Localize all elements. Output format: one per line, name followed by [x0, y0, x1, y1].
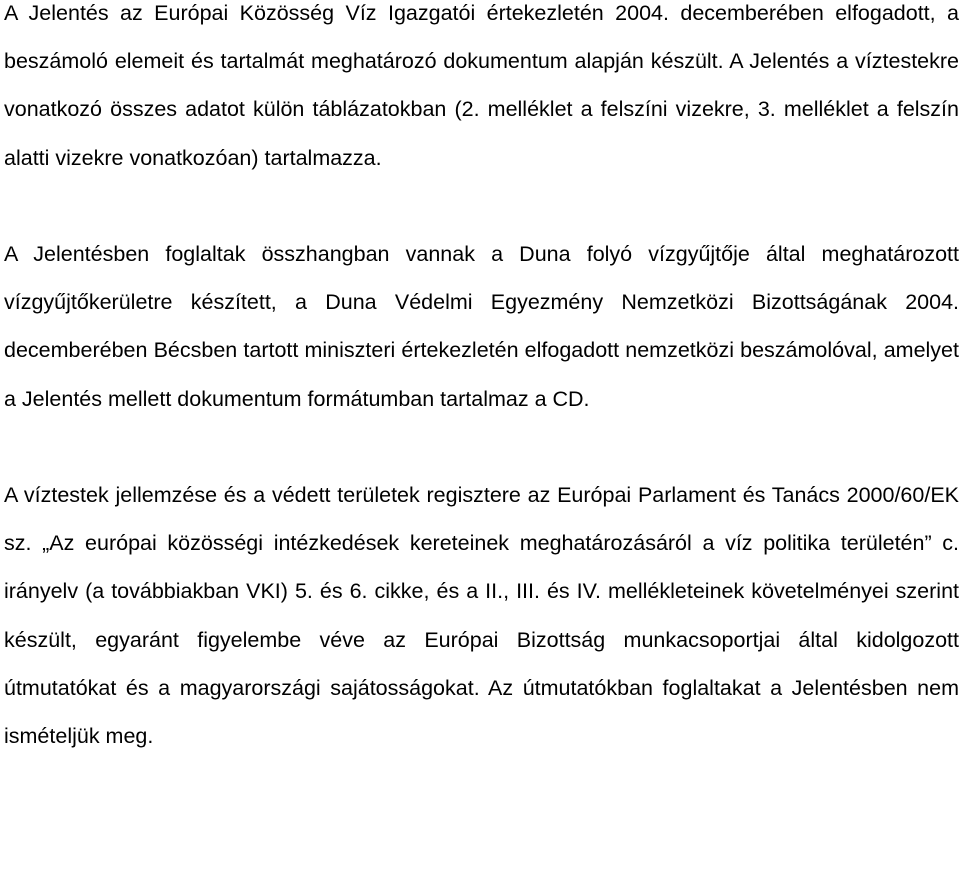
paragraph-3: A víztestek jellemzése és a védett területek regisztere az Európai Parlament és Tanács 2000/60/EK sz. „Az európai közösségi intézkedések kereteinek meghatározásáról a víz politika területén” c. irányelv (a továbbiakban VKI) 5. és 6. cikke, és a II., III. és IV. mellékleteinek követelményei szerint készült, egyaránt figyelembe véve az Európai Bizottság munkacsoportjai által kidolgozott útmutatókat és a magyarországi sajátosságokat. Az útmutatókban foglaltakat a Jelentésben nem ismételjük meg. — [4, 483, 959, 749]
paragraph-2: A Jelentésben foglaltak összhangban vannak a Duna folyó vízgyűjtője által meghatározott vízgyűjtőkerületre készített, a Duna Védelmi Egyezmény Nemzetközi Bizottságának 2004. decemberében Bécsben tartott miniszteri értekezletén elfogadott nemzetközi beszámolóval, amelyet a Jelentés mellett dokumentum formátumban tartalmaz a CD. — [4, 242, 959, 411]
paragraph-1: A Jelentés az Európai Közösség Víz Igazgatói értekezletén 2004. decemberében elfogadott, a beszámoló elemeit és tartalmát meghatározó dokumentum alapján készült. A Jelentés a víztestekre vonatkozó összes adatot külön táblázatokban (2. melléklet a felszíni vizekre, 3. melléklet a felszín alatti vizekre vonatkozóan) tartalmazza. — [4, 1, 959, 170]
